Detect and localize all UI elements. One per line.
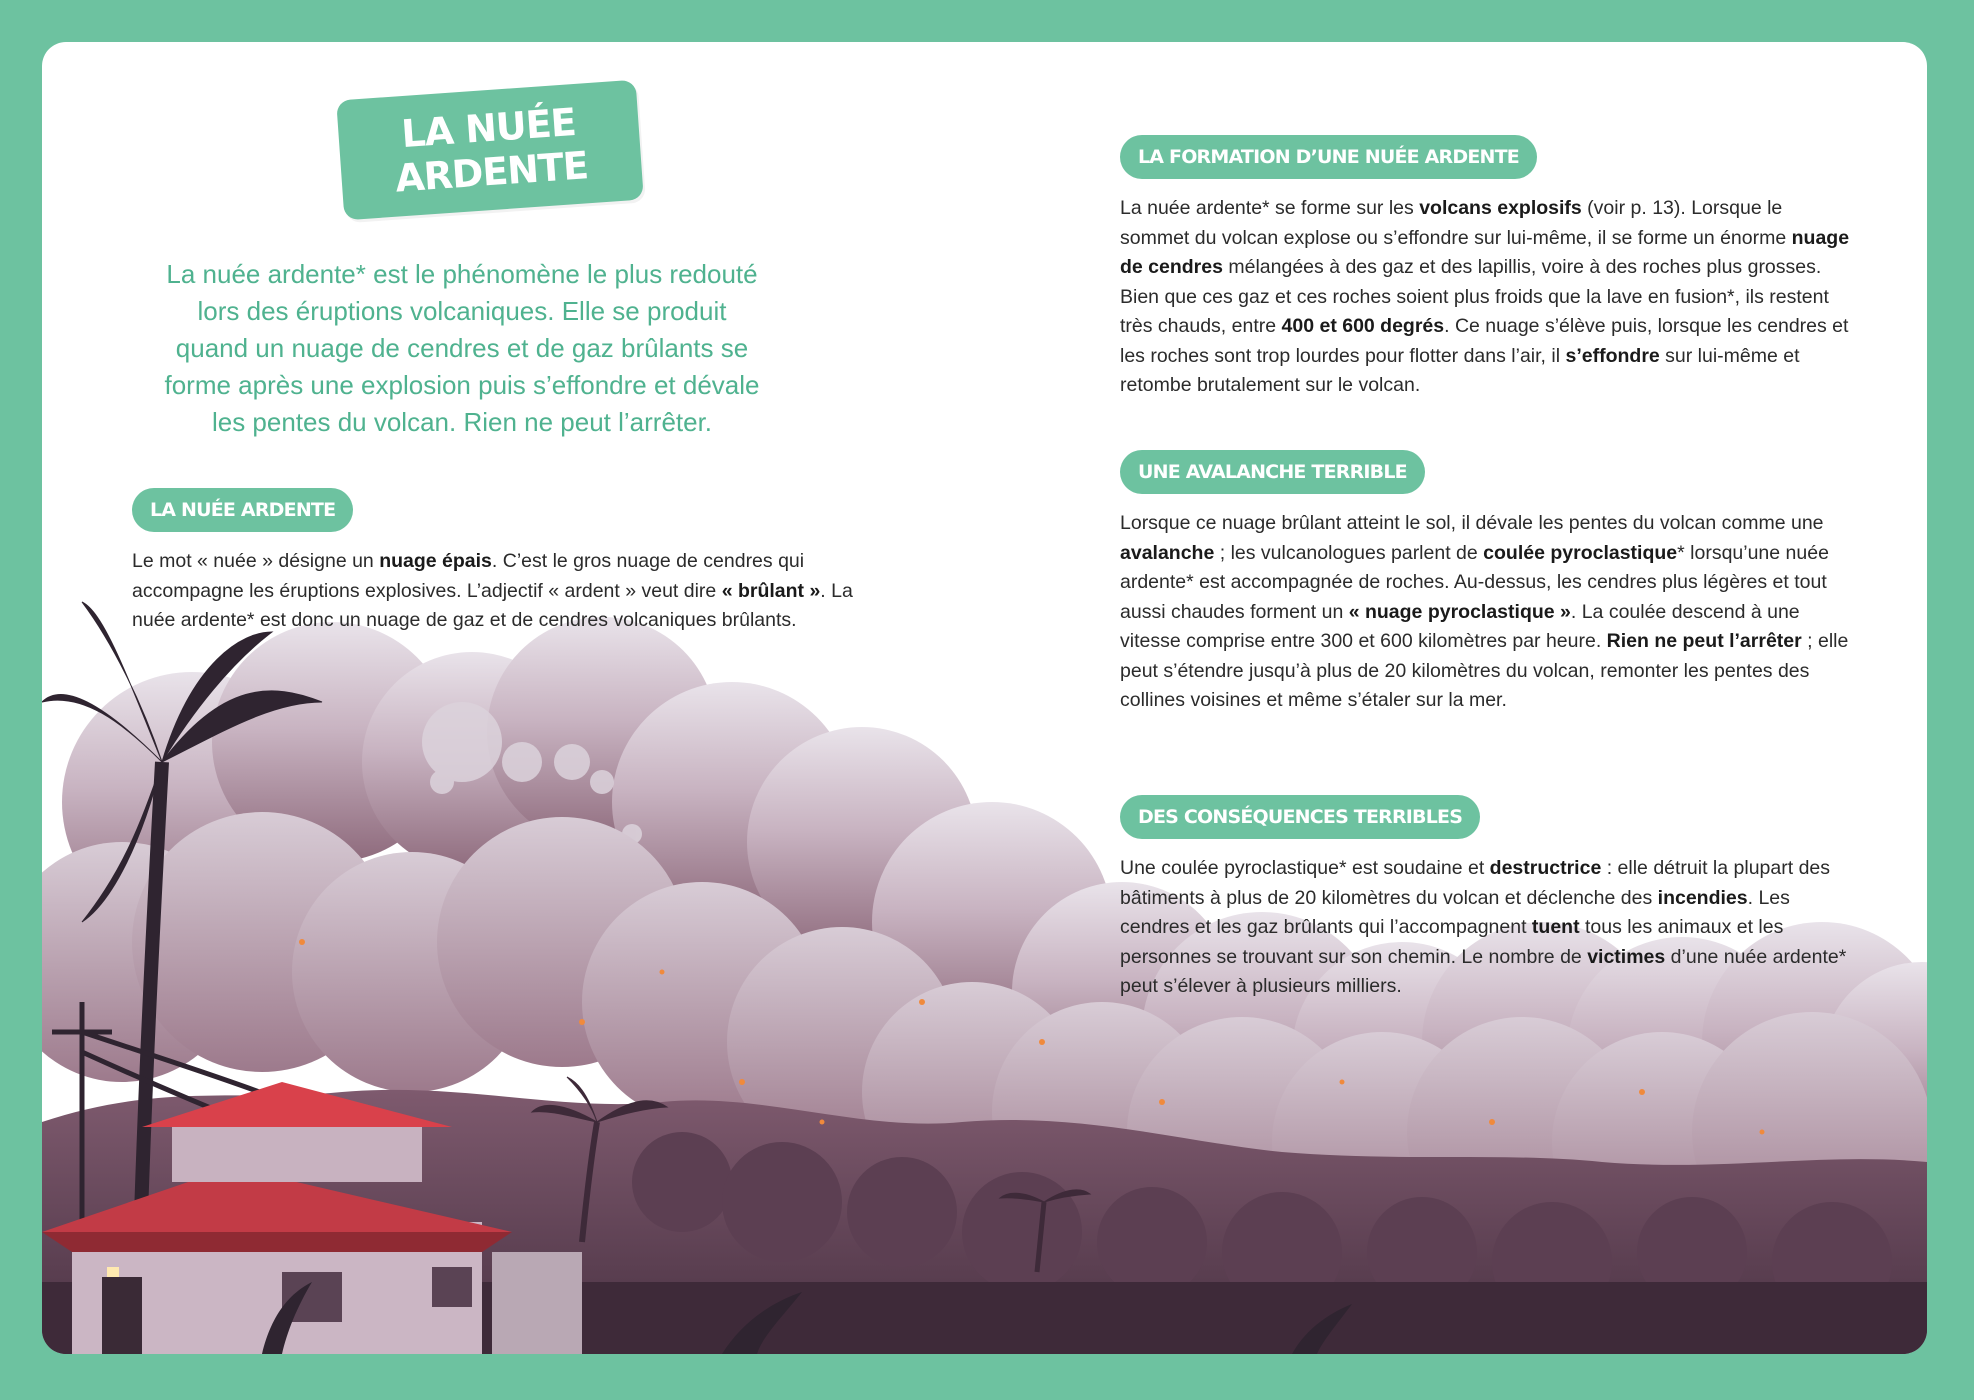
section-heading-formation: LA FORMATION D’UNE NUÉE ARDENTE: [1120, 135, 1537, 179]
section-text-consequences: Une coulée pyroclastique* est soudaine et destructrice : elle détruit la plupart des bâtiments à plus de 20 kilomètres du volcan et déclenche des incendies. Les cendres et les gaz brûlants qui l’accompagnent tuent tous les animaux et les personnes se trouvant sur son chemin. Le nombre de victimes d’une nuée ardente* peut s’élever à plusieurs milliers.: [1120, 857, 1847, 997]
intro-paragraph: La nuée ardente* est le phénomène le plus redouté lors des éruptions volcaniques. Elle se produit quand un nuage de cendres et de gaz brûlants se forme après une explosion puis s’effondre et dévale les pentes du volcan. Rien ne peut l’arrêter.: [164, 259, 760, 437]
section-heading-nuee-ardente: LA NUÉE ARDENTE: [132, 488, 353, 532]
title-banner: [336, 80, 644, 221]
section-text-formation: La nuée ardente* se forme sur les volcans explosifs (voir p. 13). Lorsque le sommet du volcan explose ou s’effondre sur lui-même, il se forme un énorme nuage de cendres mélangées à des gaz et des lapillis, voire à des roches plus grosses. Bien que ces gaz et ces roches soient plus froids que la lave en fusion*, ils restent très chauds, entre 400 et 600 degrés. Ce nuage s’élève puis, lorsque les cendres et les roches sont trop lourdes pour flotter dans l’air, il s’effondre sur lui-même et retombe brutalement sur le volcan.: [1120, 197, 1850, 396]
section-text-nuee-ardente: Le mot « nuée » désigne un nuage épais. C’est le gros nuage de cendres qui accompagne les éruptions explosives. L’adjectif « ardent » veut dire « brûlant ». La nuée ardente* est donc un nuage de gaz et de cendres volcaniques brûlants.: [132, 550, 853, 631]
book-page: [42, 42, 1927, 1354]
section-heading-consequences: DES CONSÉQUENCES TERRIBLES: [1120, 795, 1480, 839]
section-text-avalanche: Lorsque ce nuage brûlant atteint le sol, il dévale les pentes du volcan comme une avalanche ; les vulcanologues parlent de coulée pyroclastique* lorsqu’une nuée ardente* est accompagnée de roches. Au-dessus, les cendres plus légères et tout aussi chaudes forment un « nuage pyroclastique ». La coulée descend à une vitesse comprise entre 300 et 600 kilomètres par heure. Rien ne peut l’arrêter ; elle peut s’étendre jusqu’à plus de 20 kilomètres du volcan, remonter les pentes des collines voisines et même s’étaler sur la mer.: [1120, 512, 1849, 711]
page-title: LA NUÉE ARDENTE: [393, 100, 590, 201]
section-heading-avalanche: UNE AVALANCHE TERRIBLE: [1120, 450, 1425, 494]
